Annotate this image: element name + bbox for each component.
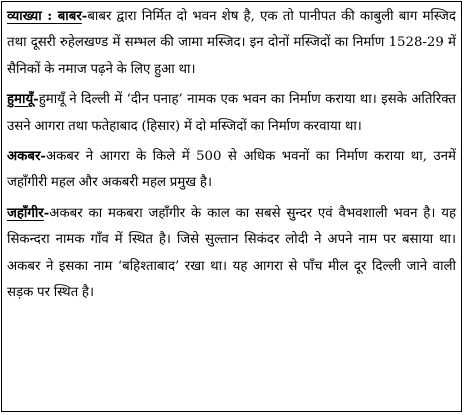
heading-separator: - bbox=[81, 9, 88, 24]
heading-jahangir: जहाँगीर bbox=[7, 205, 44, 221]
heading-separator: - bbox=[43, 205, 50, 221]
paragraph-jahangir bbox=[7, 201, 456, 307]
heading-humayun: हुमायूँ bbox=[7, 92, 34, 108]
paragraph-text: बाबर द्वारा निर्मित दो भवन शेष है, एक तो पानीपत की काबुली बाग मस्जिद तथा दूसरी रुहेलखण्ड में सम्भल की जामा मस्जिद। इन दोनों मस्जिदों का निर्माण 1528-29 में सैनिकों के नमाज पढ़ने के लिए हुआ था। bbox=[7, 9, 456, 77]
heading-akbar: अकबर bbox=[7, 149, 41, 165]
paragraph-text: अकबर का मकबरा जहाँगीर के काल का सबसे सुन्दर एवं वैभवशाली भवन है। यह सिकन्दरा नामक गाँव में स्थित है। जिसे सुल्तान सिकंदर लोदी ने अपने नाम पर बसाया था। अकबर ने इसका नाम ‘बहिश्ताबाद’ रखा था। यह आगरा से पाँच मील दूर दिल्ली जाने वाली सड़क पर स्थित है। bbox=[7, 205, 456, 301]
paragraph-text: अकबर ने आगरा के किले में 500 से अधिक भवनों का निर्माण कराया था, उनमें जहाँगीरी महल और अकबरी महल प्रमुख है। bbox=[7, 149, 456, 191]
explanation-label: व्याख्या : bbox=[7, 9, 58, 24]
heading-separator: - bbox=[40, 149, 46, 165]
paragraph-akbar bbox=[7, 144, 456, 197]
heading-babur: बाबर bbox=[57, 9, 82, 24]
paragraph-babur bbox=[7, 4, 456, 83]
paragraph-humayun bbox=[7, 87, 456, 140]
heading-separator: - bbox=[33, 92, 39, 108]
document-page bbox=[1, 1, 462, 412]
paragraph-text: हुमायूँ ने दिल्ली में ‘दीन पनाह’ नामक एक भवन का निर्माण कराया था। इसके अतिरिक्त उसने आगरा तथा फतेहाबाद (हिसार) में दो मस्जिदों का निर्माण करवाया था। bbox=[7, 92, 456, 134]
